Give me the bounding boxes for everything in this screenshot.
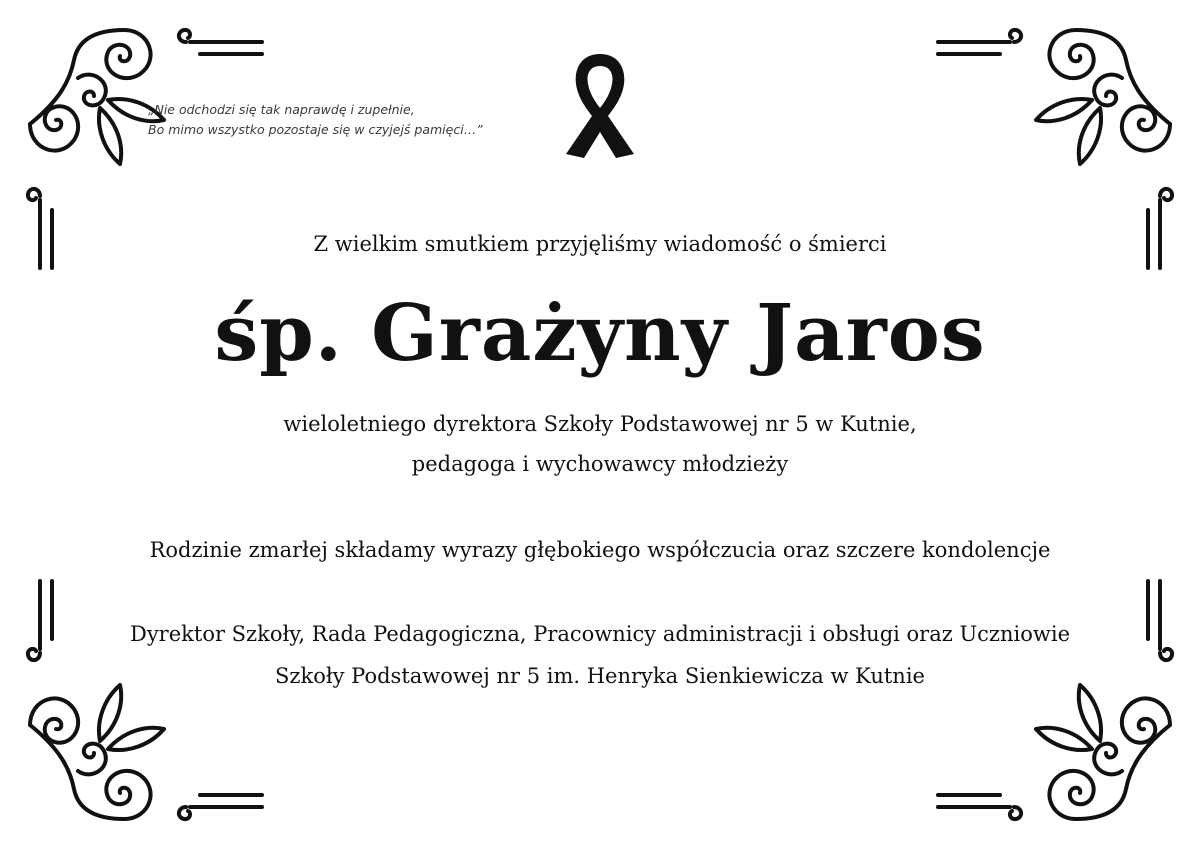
deceased-name: śp. Grażyny Jaros (214, 288, 986, 379)
signature-line-2: Szkoły Podstawowej nr 5 im. Henryka Sienkiewicza w Kutnie (275, 664, 925, 688)
condolence-message: Rodzinie zmarłej składamy wyrazy głębokiego współczucia oraz szczere kondolencje (149, 538, 1051, 562)
epigraph-quote (148, 100, 548, 140)
corner-ornament-bottom-right (920, 569, 1200, 849)
signature-line-1: Dyrektor Szkoły, Rada Pedagogiczna, Pracownicy administracji i obsługi oraz Uczniowie (129, 622, 1070, 646)
mourning-ribbon-icon (560, 50, 640, 162)
notice-intro: Z wielkim smutkiem przyjęliśmy wiadomość o śmierci (313, 232, 887, 256)
deceased-role-line-2: pedagoga i wychowawcy młodzieży (411, 452, 789, 476)
corner-ornament-bottom-left (0, 569, 280, 849)
epigraph-line-1: „Nie odchodzi się tak naprawdę i zupełnie, (148, 102, 415, 117)
deceased-role-line-1: wieloletniego dyrektora Szkoły Podstawowej nr 5 w Kutnie, (283, 412, 917, 436)
epigraph-line-2: Bo mimo wszystko pozostaje się w czyjejś pamięci…” (148, 122, 483, 137)
